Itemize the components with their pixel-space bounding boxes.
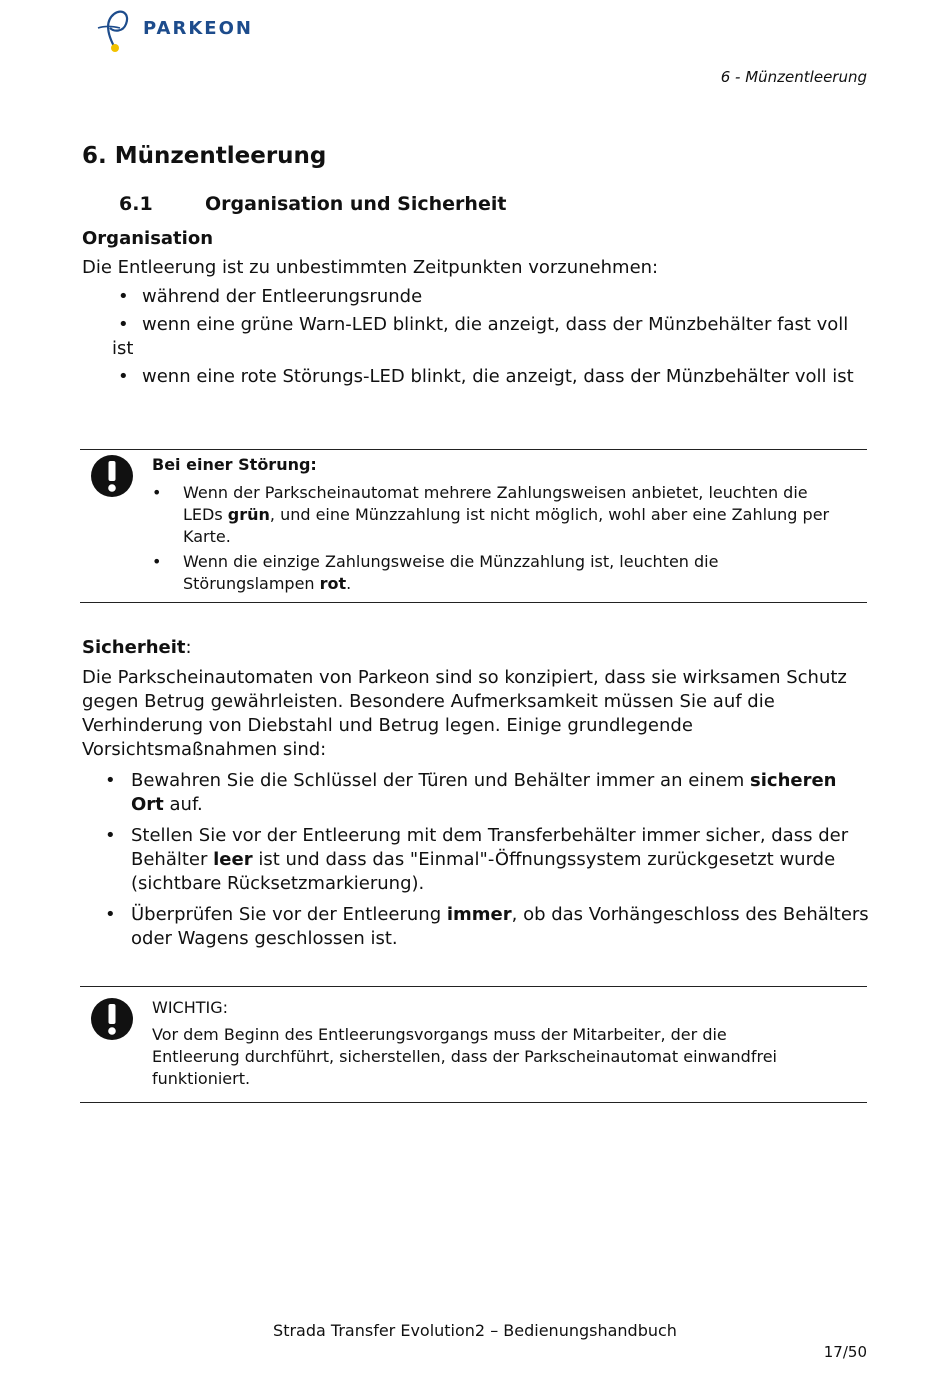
box-bottom-rule [80, 1102, 867, 1103]
list-item: • wenn eine rote Störungs-LED blinkt, die anzeigt, dass der Münzbehälter voll ist [118, 366, 854, 387]
list-item: • wenn eine grüne Warn-LED blinkt, die anzeigt, dass der Münzbehälter fast voll ist [112, 314, 849, 359]
section-heading [119, 193, 507, 215]
list-item: • Überprüfen Sie vor der Entleerung immer, ob das Vorhängeschloss des Behälters oder Wagens geschlossen ist. [105, 904, 869, 949]
box-top-rule [80, 986, 867, 987]
running-header: 6 - Münzentleerung [720, 68, 867, 86]
fault-box-list [152, 482, 852, 598]
list-item: • Stellen Sie vor der Entleerung mit dem Transferbehälter immer sicher, dass der Behälter leer ist und dass das "Einmal"-Öffnungssystem zurückgesetzt wurde (sichtbare Rücksetzmarkierung). [105, 825, 849, 894]
section-title: Organisation und Sicherheit [205, 193, 507, 215]
security-intro: Die Parkscheinautomaten von Parkeon sind so konzipiert, dass sie wirksamen Schutz gegen Betrug gewährleisten. Besondere Aufmerksamkeit müssen Sie auf die Verhinderung von Diebstahl und Betrug legen. Einige grundlegende Vorsichtsmaßnahmen sind: [82, 667, 847, 760]
list-item: • Wenn der Parkscheinautomat mehrere Zahlungsweisen anbietet, leuchten die LEDs grün, und eine Münzzahlung ist nicht möglich, wohl aber eine Zahlung per Karte. [152, 483, 830, 546]
fault-box-title: Bei einer Störung: [152, 455, 317, 474]
organisation-heading: Organisation [82, 228, 214, 249]
footer-title: Strada Transfer Evolution2 – Bedienungshandbuch [273, 1321, 677, 1340]
section-number: 6.1 [119, 193, 153, 215]
logo-text: PARKEON [143, 18, 253, 39]
chapter-title: 6. Münzentleerung [82, 143, 327, 169]
important-box-text: Vor dem Beginn des Entleerungsvorgangs muss der Mitarbeiter, der die Entleerung durchführt, sicherstellen, dass der Parkscheinautomat einwandfrei funktioniert. [152, 1025, 777, 1088]
exclamation-icon [90, 997, 134, 1041]
list-item: • Wenn die einzige Zahlungsweise die Münzzahlung ist, leuchten die Störungslampen rot. [152, 552, 719, 593]
page-number: 17/50 [823, 1343, 867, 1361]
list-item: • Bewahren Sie die Schlüssel der Türen und Behälter immer an einem sicheren Ort auf. [105, 770, 837, 815]
exclamation-icon [90, 454, 134, 498]
organisation-intro: Die Entleerung ist zu unbestimmten Zeitpunkten vorzunehmen: [82, 257, 659, 278]
important-box-title: WICHTIG: [152, 998, 229, 1017]
list-item: • während der Entleerungsrunde [118, 286, 423, 307]
security-heading: Sicherheit: [82, 637, 192, 658]
box-top-rule [80, 449, 867, 450]
security-list [105, 769, 875, 958]
box-bottom-rule [80, 602, 867, 603]
organisation-list [112, 285, 857, 393]
